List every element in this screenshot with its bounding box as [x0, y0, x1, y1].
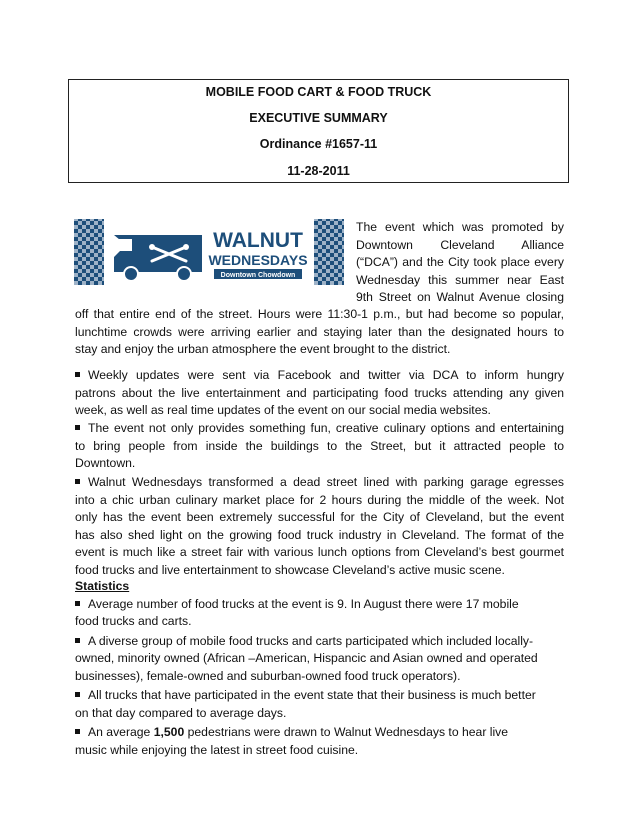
- paragraph-line: only has the event been extremely successful for the City of Cleveland, but the event: [75, 510, 564, 524]
- paragraph-line: Downtown.: [75, 456, 136, 470]
- right-checker-panel: [314, 219, 344, 285]
- paragraph-line: week, as well as real time updates of the event on our social media websites.: [75, 403, 491, 417]
- bullet-icon: [75, 729, 80, 734]
- paragraph-line: to bring people from inside the buildings to the Street, but it attracted people to: [75, 438, 564, 453]
- paragraph-line: has also shed light on the growing food truck industry in Cleveland. The format of the: [75, 527, 564, 542]
- paragraph-transformation: [75, 474, 564, 579]
- bullet-icon: [75, 692, 80, 697]
- stat-pedestrian-count: 1,500: [153, 725, 185, 739]
- logo-tagline: Downtown Chowdown: [220, 272, 296, 279]
- bullet-icon: [75, 425, 80, 430]
- statistics-heading: Statistics: [75, 579, 130, 593]
- food-truck-icon: [114, 235, 202, 281]
- intro-line: The event which was promoted by: [356, 220, 564, 234]
- paragraph-line: food trucks and live entertainment to showcase Cleveland’s active music scene.: [75, 562, 505, 577]
- summary-header-box: [68, 79, 569, 183]
- stat-line: on that day compared to average days.: [75, 705, 287, 720]
- logo-wednesdays: WEDNESDAYS: [208, 252, 308, 268]
- intro-line: lunchtime crowds were arriving earlier and staying later than the designated hours to: [75, 324, 564, 339]
- intro-side-text: [356, 219, 564, 307]
- header-subtitle: EXECUTIVE SUMMARY: [249, 111, 388, 125]
- stat-line: businesses), female-owned and suburban-owned food truck operators).: [75, 668, 461, 683]
- statistics-section: [75, 578, 564, 759]
- stat-line: music while enjoying the latest in street food cuisine.: [75, 742, 359, 757]
- paragraph-line: patrons about the live entertainment and participating food trucks attending any given: [75, 385, 564, 400]
- header-title: MOBILE FOOD CART & FOOD TRUCK: [205, 85, 432, 99]
- stat-line: A diverse group of mobile food trucks and carts participated which included locally-: [88, 633, 534, 648]
- header-date: 11-28-2011: [287, 164, 350, 178]
- intro-line: 9th Street on Walnut Avenue closing: [356, 290, 564, 304]
- intro-line: Downtown Cleveland Alliance: [356, 237, 564, 252]
- left-checker-panel: [74, 219, 104, 285]
- paragraph-line: event is much like a street fair with various lunch options from Cleveland’s best gourmet: [75, 545, 564, 559]
- stat-line: An average: [88, 725, 154, 739]
- paragraph-line: Weekly updates were sent via Facebook and twitter via DCA to inform hungry: [88, 368, 564, 382]
- stat-line: owned, minority owned (African –American, Hispancic and Asian owned and operated: [75, 651, 538, 665]
- paragraph-benefits: [75, 420, 564, 473]
- stat-line: Average number of food trucks at the event is 9. In August there were 17 mobile: [88, 596, 519, 611]
- paragraph-line: into a chic urban culinary market place for 2 hours during the middle of the week. Not: [75, 492, 564, 507]
- paragraph-line: The event not only provides something fun, creative culinary options and entertaining: [88, 421, 564, 435]
- paragraph-line: Walnut Wednesdays transformed a dead street lined with parking garage egresses: [88, 475, 564, 489]
- bullet-icon: [75, 372, 80, 377]
- stat-line: All trucks that have participated in the event state that their business is much better: [88, 688, 536, 702]
- intro-continued: [75, 306, 564, 359]
- header-ordinance: Ordinance #1657-11: [259, 137, 378, 151]
- intro-line: Wednesday this summer near East: [356, 272, 564, 287]
- bullet-icon: [75, 638, 80, 643]
- intro-line: off that entire end of the street. Hours were 11:30-1 p.m., but had become so popular,: [75, 307, 564, 321]
- logo-walnut: WALNUT: [213, 229, 303, 252]
- intro-line: stay and enjoy the urban atmosphere the event brought to the district.: [75, 342, 451, 356]
- stat-line: pedestrians were drawn to Walnut Wednesdays to hear live: [184, 725, 509, 739]
- stat-line: food trucks and carts.: [75, 614, 192, 628]
- walnut-wednesdays-logo: [74, 217, 344, 287]
- intro-line: (“DCA”) and the City took place every: [356, 255, 564, 269]
- paragraph-social-media: [75, 367, 564, 420]
- bullet-icon: [75, 479, 80, 484]
- bullet-icon: [75, 601, 80, 606]
